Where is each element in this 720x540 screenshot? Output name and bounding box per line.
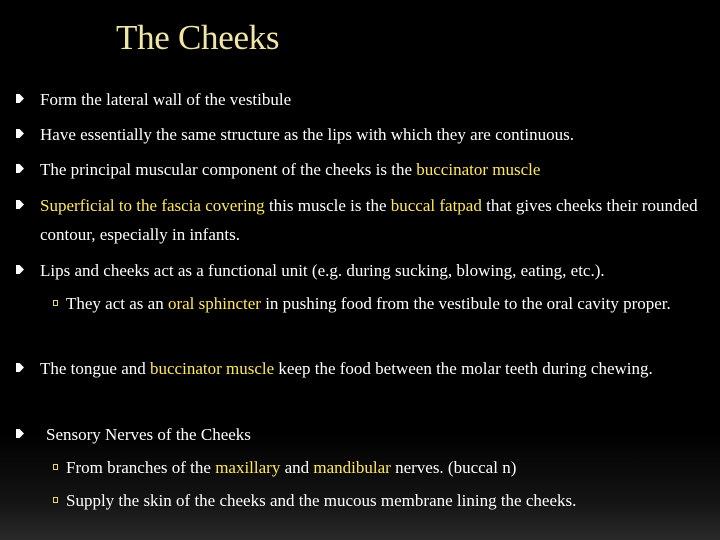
bullet-tongue-buccinator [40, 354, 708, 383]
highlight-maxillary: maxillary [215, 458, 281, 477]
bullet-text: keep the food between the molar teeth during chewing. [274, 359, 653, 378]
open-square-bullet-icon [53, 497, 58, 503]
bullet-same-structure [40, 120, 708, 149]
square-bullet-icon [16, 164, 24, 173]
bullet-text: Sensory Nerves of the Cheeks [46, 425, 251, 444]
bullet-text: in pushing food from the vestibule to the oral cavity proper. [260, 294, 671, 313]
square-bullet-icon [16, 129, 24, 138]
bullet-text: and [280, 458, 314, 477]
square-bullet-icon [16, 200, 24, 209]
bullet-sensory-nerves [46, 420, 714, 449]
square-bullet-icon [16, 363, 24, 372]
bullet-text: Have essentially the same structure as the lips with which they are continuous. [40, 125, 574, 144]
highlight-buccal-fatpad: buccal fatpad [390, 196, 482, 215]
open-square-bullet-icon [53, 300, 58, 306]
bullet-functional-unit [40, 256, 708, 285]
highlight-mandibular: mandibular [313, 458, 391, 477]
highlight-buccinator-muscle: buccinator muscle [416, 160, 541, 179]
bullet-principal-muscle [40, 155, 708, 184]
bullet-text: this muscle is the [264, 196, 391, 215]
slide-title: The Cheeks [116, 18, 280, 57]
bullet-text: that gives cheeks their rounded contour, especially in infants. [40, 196, 698, 244]
bullet-text: Lips and cheeks act as a functional unit (e.g. during sucking, blowing, eating, etc.). [40, 261, 605, 280]
highlight-oral-sphincter: oral sphincter [167, 294, 261, 313]
square-bullet-icon [16, 265, 24, 274]
bullet-text: They act as an [66, 294, 168, 313]
bullet-text: nerves. (buccal n) [390, 458, 517, 477]
bullet-lateral-wall [40, 85, 708, 114]
open-square-bullet-icon [53, 464, 58, 470]
square-bullet-icon [16, 94, 24, 103]
bullet-text: Form the lateral wall of the vestibule [40, 90, 292, 109]
highlight-buccinator-muscle: buccinator muscle [150, 359, 275, 378]
bullet-text: Supply the skin of the cheeks and the mucous membrane lining the cheeks. [66, 491, 577, 510]
subbullet-oral-sphincter [66, 289, 702, 318]
bullet-buccal-fatpad [40, 191, 708, 249]
subbullet-nerve-branches [66, 453, 702, 482]
square-bullet-icon [16, 429, 24, 438]
bullet-text: The tongue and [40, 359, 150, 378]
bullet-text: From branches of the [66, 458, 216, 477]
bullet-text: The principal muscular component of the cheeks is the [40, 160, 417, 179]
subbullet-supply-skin [66, 486, 702, 515]
highlight-superficial-fascia: Superficial to the fascia covering [40, 196, 265, 215]
